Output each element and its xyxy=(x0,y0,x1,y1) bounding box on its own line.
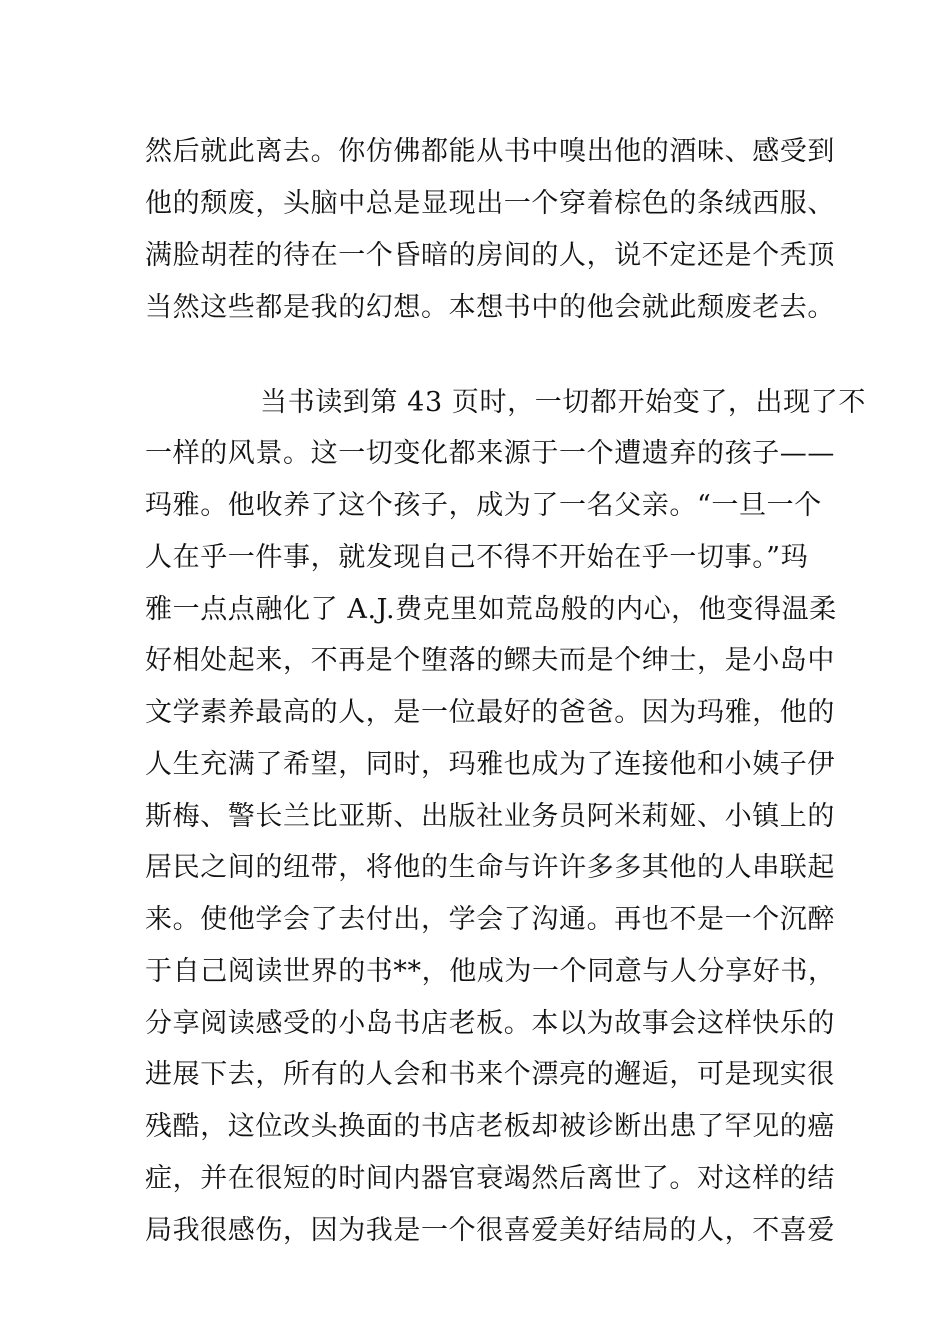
text-line: 满脸胡茬的待在一个昏暗的房间的人，说不定还是个秃顶 xyxy=(145,240,835,271)
text-line: 人生充满了希望，同时，玛雅也成为了连接他和小姨子伊 xyxy=(145,749,835,780)
text-line: 局我很感伤，因为我是一个很喜爱美好结局的人，不喜爱 xyxy=(145,1215,835,1246)
text-line: 好相处起来，不再是个堕落的鳏夫而是个绅士，是小岛中 xyxy=(145,645,835,676)
text-line: 一样的风景。这一切变化都来源于一个遭遗弃的孩子—— xyxy=(145,438,835,469)
text-line: 进展下去，所有的人会和书来个漂亮的邂逅，可是现实很 xyxy=(145,1059,835,1090)
text-line: 他的颓废，头脑中总是显现出一个穿着棕色的条绒西服、 xyxy=(145,188,835,219)
text-line: 于自己阅读世界的书**，他成为一个同意与人分享好书， xyxy=(145,956,836,987)
text-line: 居民之间的纽带，将他的生命与许许多多其他的人串联起 xyxy=(145,852,835,883)
text-line: 来。使他学会了去付出，学会了沟通。再也不是一个沉醉 xyxy=(145,904,835,935)
text-line: 症，并在很短的时间内器官衰竭然后离世了。对这样的结 xyxy=(145,1163,835,1194)
text-line: 玛雅。他收养了这个孩子，成为了一名父亲。“一旦一个 xyxy=(145,490,822,521)
text-line: 斯梅、警长兰比亚斯、出版社业务员阿米莉娅、小镇上的 xyxy=(145,801,835,832)
text-line: 然后就此离去。你仿佛都能从书中嗅出他的酒味、感受到 xyxy=(145,136,835,167)
paragraph-first-line: 当书读到第 43 页时，一切都开始变了，出现了不 xyxy=(260,387,866,418)
text-line: 残酷，这位改头换面的书店老板却被诊断出患了罕见的癌 xyxy=(145,1111,835,1142)
text-line: 雅一点点融化了 A.J.费克里如荒岛般的内心，他变得温柔 xyxy=(145,594,837,625)
text-line: 当然这些都是我的幻想。本想书中的他会就此颓废老去。 xyxy=(145,292,835,323)
text-line: 分享阅读感受的小岛书店老板。本以为故事会这样快乐的 xyxy=(145,1008,835,1039)
text-line: 文学素养最高的人，是一位最好的爸爸。因为玛雅，他的 xyxy=(145,697,835,728)
text-line: 人在乎一件事，就发现自己不得不开始在乎一切事。”玛 xyxy=(145,542,809,573)
